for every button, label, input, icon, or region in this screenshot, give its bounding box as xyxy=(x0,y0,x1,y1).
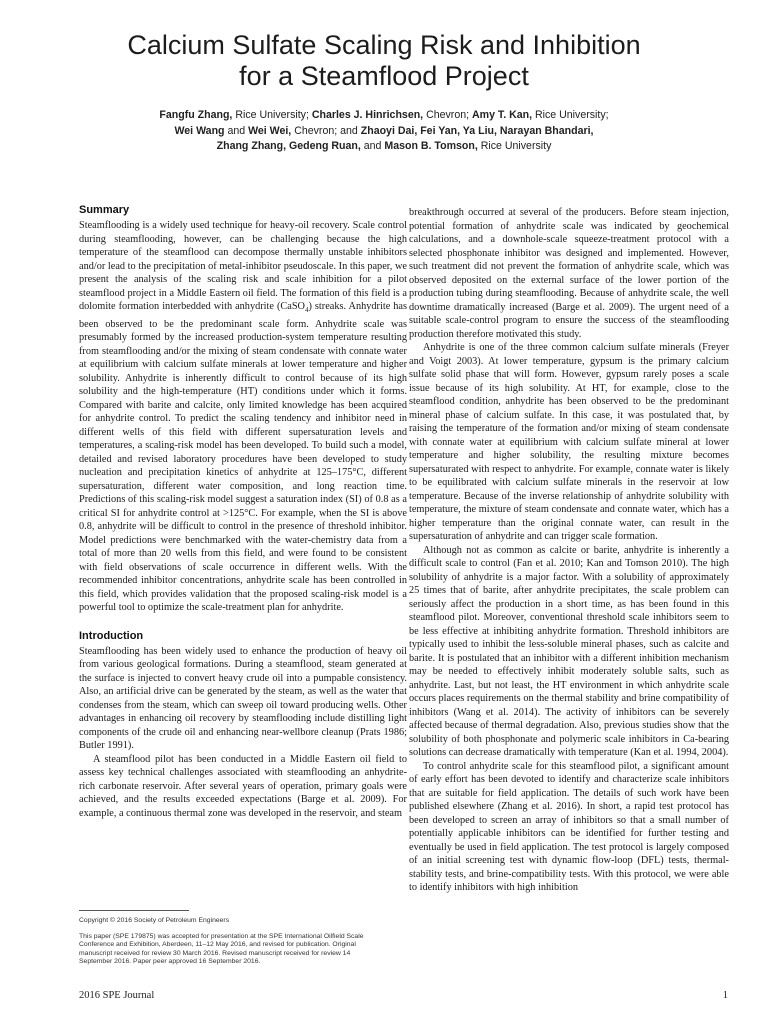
footnote-rule xyxy=(79,910,189,911)
summary-paragraph: Steamflooding is a widely used technique for heavy-oil recovery. Scale control during steamflooding, however, can be challenging because the high temperature of the steamflood can decompose thermally unstable inhibitors and/or lead to the precipitation of metal-inhibitor pseudoscale. In this paper, we present the analysis of the scaling risk and scale inhibition for a pilot steamflood project in a Middle Eastern oil field. The formation of this field is a dolomite formation interbedded with anhydrite (CaSO$_4$) streaks. Anhydrite has been observed to be the predominant scale form. Anhydrite scale was presumably formed by the increased production-system temperature resulting from steamflooding and/or the mixing of steam condensate with connate water at equilibrium with calcium sulfate minerals at lower temperature and higher solubility. Anhydrite is inherently difficult to control because of its high solubility and the high-temperature (HT) conditions under which it forms. Compared with barite and calcite, only limited knowledge has been acquired for anhydrite control. To predict the scaling tendency and inhibitor need in different wells of this field with different supersaturation levels and temperatures, a scaling-risk model has been developed. To build such a model, detailed and revised laboratory procedures have been developed to study nucleation and precipitation kinetics of anhydrite at 125–175°C, different supersaturation, different water composition, and long reaction time. Predictions of this scaling-risk model suggest a saturation index (SI) of 0.8 as a critical SI for anhydrite control at >125°C. For example, when the SI is above 0.8, anhydrite will be difficult to control in the presence of threshold inhibitor. Model predictions were benchmarked with the water-chemistry data from a total of more than 20 wells from this field, and were found to be consistent with field observations of scale occurrence in different wells. With the recommended inhibitor concentrations, anhydrite scale has been controlled in this field, which provides validation that the proposed scaling-risk model is a powerful tool to optimize the scale-treatment plan for anhydrite. xyxy=(79,220,407,614)
body-paragraph: breakthrough occurred at several of the producers. Before steam injection, potential formation of anhydrite scale was indicated by geochemical calculations, and a downhole-scale squeeze-treatment protocol with a selected phosphonate inhibitor was designed and implemented. However, such treatment did not prevent the formation of anhydrite scale, which was observed deposited on the external surface of the lower portion of the production tubing during steamflooding. Because of anhydrite scale, the well downtime dramatically increased (Barge et al. 2009). The urgent need of a suitable scale-control program to ensure the success of the steamflooding production therefore motivated this study. xyxy=(409,207,729,340)
body-paragraph: Although not as common as calcite or barite, anhydrite is inherently a difficult scale to control (Fan et al. 2010; Kan and Tomson 2010). The high solubility of anhydrite is a major factor. With a solubility of approximately 25 times that of barite, after anhydrite precipitates, the scale problem can seriously affect the production in a short time, as has been found in this steamflood pilot. Moreover, conventional threshold scale inhibitors seem to be less effective at inhibiting anhydrite formation. Threshold inhibitors are typically used to inhibit the less-soluble mineral phases, such as calcite and barite. It is postulated that an inhibitor with a different inhibition mechanism may be needed to effectively inhibit moderately soluble salts, such as anhydrite. Last, but not least, the HT environment in which anhydrite scale occurs places requirements on the thermal stability and brine compatibility of inhibitors (Wang et al. 2014). The activity of inhibitors can be severely affected because of thermal degradation. Also, previous studies show that the solubility of both phosphonate and polymeric scale inhibitors in Ca-bearing solutions can decrease dramatically with temperature (Kan et al. 1994, 2004). xyxy=(409,544,729,758)
title-line-1: Calcium Sulfate Scaling Risk and Inhibition xyxy=(127,30,641,60)
paper-title xyxy=(40,30,728,92)
author: Fangfu Zhang, xyxy=(159,109,233,121)
body-paragraph: To control anhydrite scale for this steamflood pilot, a significant amount of early effort has been devoted to identify and characterize scale inhibitors that are suitable for field application. The details of such work have been published elsewhere (Zhang et al. 2016). In short, a rapid test protocol has been developed to screen an array of inhibitors so that a small number of potentially applicable inhibitors can be identified for further testing and eventually be used in field application. The test protocol is largely composed of an initial screening test with dynamic flow-loop (DFL) tests, thermal-stability tests, and brine-compatibility tests. With this protocol, we were able to identify inhibitors with high inhibition xyxy=(409,760,729,893)
publication-note: This paper (SPE 179875) was accepted for presentation at the SPE International Oilfield Scale Conference and Exhibition, Aberdeen, 11–12 May 2016, and revised for publication. Original manuscript received for review 30 March 2016. Revised manuscript received for review 14 September 2016. Paper peer approved 16 September 2016. xyxy=(79,932,364,966)
introduction-heading: Introduction xyxy=(79,629,144,642)
body-paragraph: Anhydrite is one of the three common calcium sulfate minerals (Freyer and Voigt 2003). At lower temperature, gypsum is the primary calcium sulfate solid phase that will form. However, gypsum rarely poses a scale issue because of its high solubility. At HT, for example, close to the steamflood condition, anhydrite has been observed to be the predominant mineral phase of calcium sulfate. In this case, it was postulated that, by raising the temperature of the formation and/or mixing of steam condensate with connate water at equilibrium with calcium sulfate mineral at lower temperature and higher solubility, the resulting mixture becomes supersaturated with respect to anhydrite. For example, connate water is likely to be equilibrated with calcium sulfate minerals in the reservoir at low temperature. Because of the inverse relationship of anhydrite solubility with temperature, the mixture of steam condensate and connate water, which has a higher temperature than the original connate water, can result in the supersaturation of anhydrite and can trigger scale formation. xyxy=(409,342,729,542)
affiliation: Rice University; xyxy=(232,109,312,121)
intro-paragraph: Steamflooding has been widely used to enhance the production of heavy oil from various geological formations. During a steamflood, steam generated at the surface is injected to convert heavy crude oil into a pumpable consistency. Also, an artificial drive can be generated by the steam, as well as the water that condenses from the steam, which can sweep oil toward producing wells. Other advantages in enhancing oil recovery by steamflooding include distilling light components of the crude oil and enhancing near-wellbore cleanup (Prats 1986; Butler 1991). xyxy=(79,645,407,752)
affiliation: Chevron; xyxy=(423,109,472,121)
author-list xyxy=(60,108,708,155)
title-line-2: for a Steamflood Project xyxy=(239,61,529,91)
author: Mason B. Tomson, xyxy=(384,140,478,152)
author: Zhang Zhang, Gedeng Ruan, xyxy=(216,140,361,152)
affiliation: Rice University xyxy=(477,140,552,152)
intro-paragraph: A steamflood pilot has been conducted in a Middle Eastern oil field to assess key technical challenges associated with steamflooding an anhydrite-rich carbonate reservoir. After several years of operation, primary goals were achieved, and the results exceeded expectations (Barge et al. 2009). For example, a continuous thermal zone was developed in the reservoir, and steam xyxy=(79,753,407,819)
footnotes xyxy=(79,910,379,974)
author: Charles J. Hinrichsen, xyxy=(311,109,424,121)
author: Zhaoyi Dai, Fei Yan, Ya Liu, Narayan Bhandari, xyxy=(360,124,594,137)
author: Wei Wang xyxy=(174,124,225,137)
page-number: 1 xyxy=(722,990,728,1001)
journal-name: 2016 SPE Journal xyxy=(79,990,155,1001)
copyright-notice: Copyright © 2016 Society of Petroleum Engineers xyxy=(79,917,230,924)
conjunction: and xyxy=(224,124,249,137)
author: Wei Wei, xyxy=(248,124,292,137)
affiliation: Chevron; and xyxy=(291,124,361,137)
author: Amy T. Kan, xyxy=(472,109,533,121)
right-column xyxy=(409,206,729,895)
affiliation: Rice University; xyxy=(532,109,609,121)
conjunction: and xyxy=(360,140,385,152)
summary-heading: Summary xyxy=(79,204,130,216)
left-column xyxy=(79,203,407,820)
